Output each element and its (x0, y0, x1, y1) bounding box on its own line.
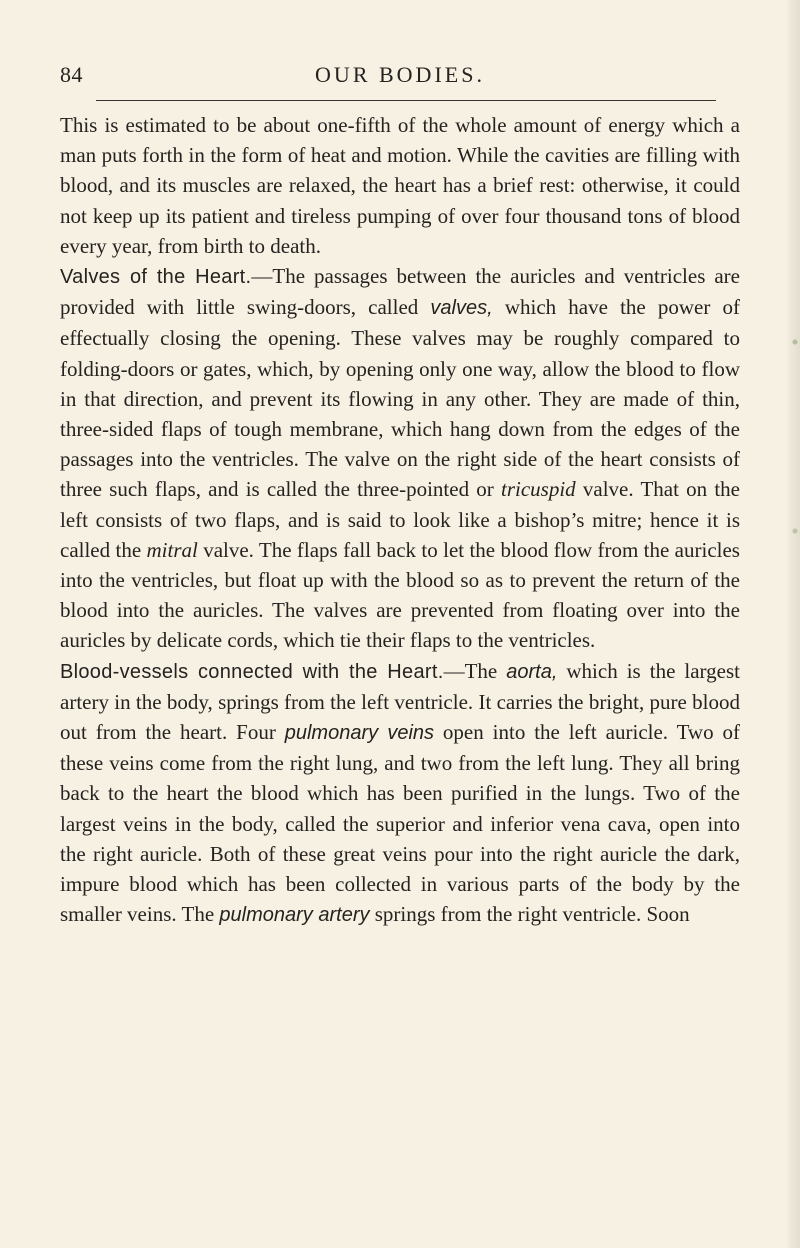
paragraph-text: valve. That on the left consists of two flaps, and is said to look like a bishop’s mitre; hence it is called the (60, 477, 740, 562)
paragraph-valves (60, 261, 740, 656)
term-mitral: mitral (146, 537, 198, 562)
page-number: 84 (60, 62, 83, 87)
body-text (60, 110, 740, 930)
paragraph-text: open into the left auricle. Two of these veins come from the right lung, and two from the left lung. They all bring back to the heart the blood which has been purified in the lungs. Two of the largest veins in the body, called the superior and inferior vena cava, open into the right auricle. Both of these great veins pour into the right auricle the dark, impure blood which has been collected in various parts of the body by the smaller veins. The (60, 720, 740, 927)
term-pulmonary-veins: pulmonary veins (284, 722, 435, 745)
paragraph-blood-vessels (60, 656, 740, 931)
sidehead-valves: Valves of the Heart. (60, 266, 252, 289)
term-valves: valves, (430, 297, 493, 320)
running-title: OUR BODIES. (315, 62, 485, 87)
page-header (60, 62, 740, 92)
paragraph-text: springs from the right ventricle. Soon (369, 902, 690, 927)
paragraph-text: which is the largest artery in the body, springs from the left ventricle. It carries the bright, pure blood out from the heart. Four (60, 658, 740, 745)
paragraph-text: valve. The flaps fall back to let the blood flow from the auricles into the ventricles, but float up with the blood so as to prevent the return of the blood into the auricles. The valves are prevented from floating over into the auricles by delicate cords, which tie their flaps to the ventricles. (60, 537, 740, 653)
paragraph-energy (60, 110, 740, 261)
term-tricuspid: tricuspid (501, 477, 576, 502)
paragraph-text: —The passages between the auricles and ventricles are provided with little swing-doors, called (60, 264, 740, 320)
header-rule (96, 100, 716, 101)
term-pulmonary-artery: pulmonary artery (219, 904, 370, 927)
term-aorta: aorta, (506, 660, 558, 683)
paragraph-text: This is estimated to be about one-fifth of the whole amount of energy which a man puts forth in the form of heat and motion. While the cavities are filling with blood, and its muscles are relaxed, the heart has a brief rest: otherwise, it could not keep up its patient and tireless pumping of over four thousand tons of blood every year, from birth to death. (60, 113, 740, 258)
paragraph-text: —The (443, 658, 507, 683)
paragraph-text: which have the power of effectually closing the opening. These valves may be roughly compared to folding-doors or gates, which, by opening only one way, allow the blood to flow in that direction, and prevent its flowing in any other. They are made of thin, three-sided flaps of tough membrane, which hang down from the edges of the passages into the ventricles. The valve on the right side of the heart consists of three such flaps, and is called the three-pointed or (60, 295, 740, 502)
sidehead-blood-vessels: Blood-vessels connected with the Heart. (60, 660, 444, 683)
page-edge-stain (792, 300, 798, 720)
